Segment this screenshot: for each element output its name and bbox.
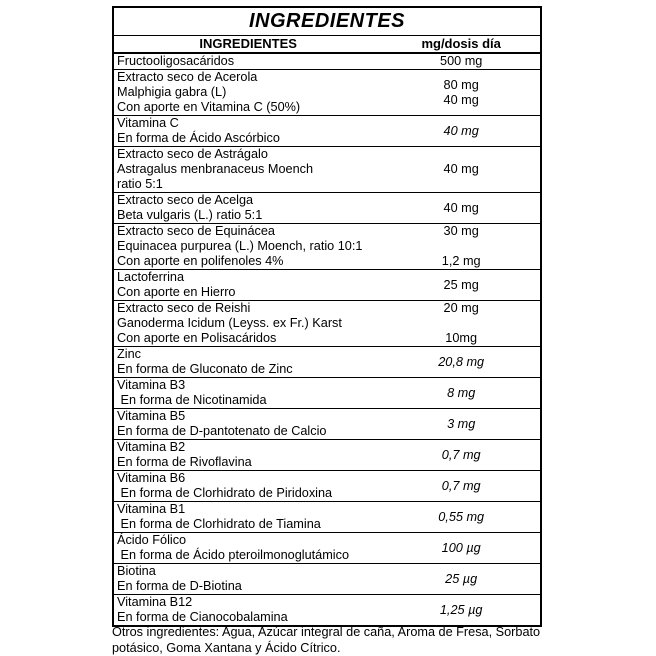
dose-cell: [382, 502, 540, 532]
ingredient-cell: [114, 116, 382, 146]
dose-slot: [382, 331, 540, 346]
dose-cell: [382, 471, 540, 501]
dose-cell: [382, 301, 540, 346]
ingredient-line: En forma de Clorhidrato de Tiamina: [117, 517, 321, 531]
ingredient-cell: [114, 595, 382, 625]
other-ingredients-note: Otros ingredientes: Agua, Azúcar integral de caña, Aroma de Fresa, Sorbato potásico, Goma Xantana y Ácido Cítrico.: [112, 625, 541, 655]
ingredients-table: [112, 6, 542, 627]
dose-value: 0,7 mg: [441, 447, 481, 462]
dose-value: 1,2 mg: [441, 254, 481, 268]
ingredient-line: Astragalus menbranaceus Moench: [117, 162, 314, 176]
table-row: [114, 533, 540, 564]
dose-value: 8 mg: [447, 385, 476, 400]
table-row: [114, 54, 540, 70]
dose-cell: [382, 70, 540, 115]
header-col-ingredients: INGREDIENTES: [199, 36, 297, 51]
ingredient-line: En forma de D-Biotina: [117, 579, 242, 593]
ingredient-line: En forma de Cianocobalamina: [117, 610, 288, 624]
dose-value: 40 mg: [443, 92, 479, 107]
ingredient-line: Ganoderma Icidum (Leyss. ex Fr.) Karst: [117, 316, 342, 330]
ingredient-line: Vitamina B2: [117, 440, 186, 454]
dose-slot: [382, 224, 540, 239]
dose-value: 20 mg: [443, 301, 479, 315]
dose-value: 500 mg: [440, 54, 483, 68]
dose-cell: [382, 116, 540, 146]
ingredient-line: Extracto seco de Astrágalo: [117, 147, 268, 161]
ingredient-line: Biotina: [117, 564, 156, 578]
ingredient-line: En forma de Ácido pteroilmonoglutámico: [117, 548, 350, 562]
ingredient-cell: [114, 533, 382, 563]
dose-value: 3 mg: [447, 416, 476, 431]
table-row: [114, 409, 540, 440]
dose-value: 0,55 mg: [438, 509, 485, 524]
ingredient-line: En forma de Ácido Ascórbico: [117, 131, 280, 145]
ingredient-line: Fructooligosacáridos: [117, 54, 235, 68]
ingredient-line: Equinacea purpurea (L.) Moench, ratio 10:1: [117, 239, 363, 253]
dose-value: 100 µg: [441, 540, 481, 555]
table-row: [114, 70, 540, 116]
ingredient-cell: [114, 471, 382, 501]
ingredient-line: Lactoferrina: [117, 270, 184, 284]
ingredient-cell: [114, 70, 382, 115]
table-row: [114, 147, 540, 193]
ingredient-cell: [114, 270, 382, 300]
ingredient-line: Vitamina C: [117, 116, 179, 130]
ingredient-line: En forma de Rivoflavina: [117, 455, 252, 469]
ingredient-line: Con aporte en Polisacáridos: [117, 331, 277, 345]
table-header: [114, 36, 540, 54]
ingredient-line: En forma de Clorhidrato de Piridoxina: [117, 486, 333, 500]
ingredient-cell: [114, 502, 382, 532]
table-row: [114, 502, 540, 533]
ingredient-cell: [114, 378, 382, 408]
dose-value: 20,8 mg: [438, 354, 485, 369]
ingredient-line: Con aporte en Vitamina C (50%): [117, 100, 301, 114]
dose-cell: [382, 54, 540, 69]
dose-value: 80 mg: [443, 77, 479, 92]
ingredient-cell: [114, 224, 382, 269]
table-row: [114, 378, 540, 409]
ingredient-line: Vitamina B12: [117, 595, 193, 609]
dose-cell: [382, 409, 540, 439]
ingredient-line: Vitamina B1: [117, 502, 186, 516]
ingredient-line: En forma de D-pantotenato de Calcio: [117, 424, 327, 438]
table-row: [114, 564, 540, 595]
dose-value: 10mg: [445, 331, 478, 345]
dose-slot: [382, 316, 540, 331]
dose-cell: [382, 440, 540, 470]
ingredient-line: Extracto seco de Acerola: [117, 70, 258, 84]
dose-cell: [382, 147, 540, 192]
dose-value: 30 mg: [443, 224, 479, 238]
dose-cell: [382, 533, 540, 563]
ingredient-line: Vitamina B6: [117, 471, 186, 485]
ingredient-line: Zinc: [117, 347, 141, 361]
ingredient-line: ratio 5:1: [117, 177, 163, 191]
table-row: [114, 224, 540, 270]
ingredient-line: Vitamina B5: [117, 409, 186, 423]
table-title: INGREDIENTES: [114, 8, 540, 36]
table-row: [114, 347, 540, 378]
table-row: [114, 301, 540, 347]
ingredient-line: Extracto seco de Acelga: [117, 193, 254, 207]
dose-value: 1,25 µg: [439, 602, 483, 617]
ingredient-cell: [114, 347, 382, 377]
ingredient-cell: [114, 301, 382, 346]
ingredient-line: Con aporte en polifenoles 4%: [117, 254, 284, 268]
ingredient-cell: [114, 147, 382, 192]
ingredient-cell: [114, 564, 382, 594]
dose-value: 0,7 mg: [441, 478, 481, 493]
dose-cell: [382, 347, 540, 377]
dose-cell: [382, 595, 540, 625]
table-row: [114, 270, 540, 301]
dose-slot: [382, 301, 540, 316]
ingredient-line: Con aporte en Hierro: [117, 285, 236, 299]
dose-value: 40 mg: [443, 200, 479, 215]
dose-value: 40 mg: [443, 162, 479, 176]
dose-value: 25 µg: [445, 571, 478, 586]
dose-cell: [382, 564, 540, 594]
dose-cell: [382, 378, 540, 408]
dose-value: 25 mg: [443, 277, 479, 292]
dose-slot: [382, 239, 540, 254]
table-row: [114, 471, 540, 502]
ingredient-line: Extracto seco de Equinácea: [117, 224, 275, 238]
ingredient-cell: [114, 440, 382, 470]
table-row: [114, 116, 540, 147]
ingredient-line: Extracto seco de Reishi: [117, 301, 251, 315]
ingredient-line: Vitamina B3: [117, 378, 186, 392]
ingredient-cell: [114, 54, 382, 69]
dose-slot: [382, 254, 540, 269]
table-row: [114, 440, 540, 471]
dose-cell: [382, 224, 540, 269]
ingredient-cell: [114, 409, 382, 439]
dose-value: 40 mg: [443, 123, 479, 138]
table-row: [114, 193, 540, 224]
ingredient-line: En forma de Nicotinamida: [117, 393, 267, 407]
ingredient-cell: [114, 193, 382, 223]
table-body: [114, 54, 540, 625]
table-row: [114, 595, 540, 625]
dose-cell: [382, 193, 540, 223]
header-col-dose: mg/dosis día: [421, 36, 501, 51]
ingredient-line: Beta vulgaris (L.) ratio 5:1: [117, 208, 263, 222]
ingredient-line: En forma de Gluconato de Zinc: [117, 362, 293, 376]
dose-cell: [382, 270, 540, 300]
ingredient-line: Ácido Fólico: [117, 533, 187, 547]
ingredient-line: Malphigia gabra (L): [117, 85, 227, 99]
